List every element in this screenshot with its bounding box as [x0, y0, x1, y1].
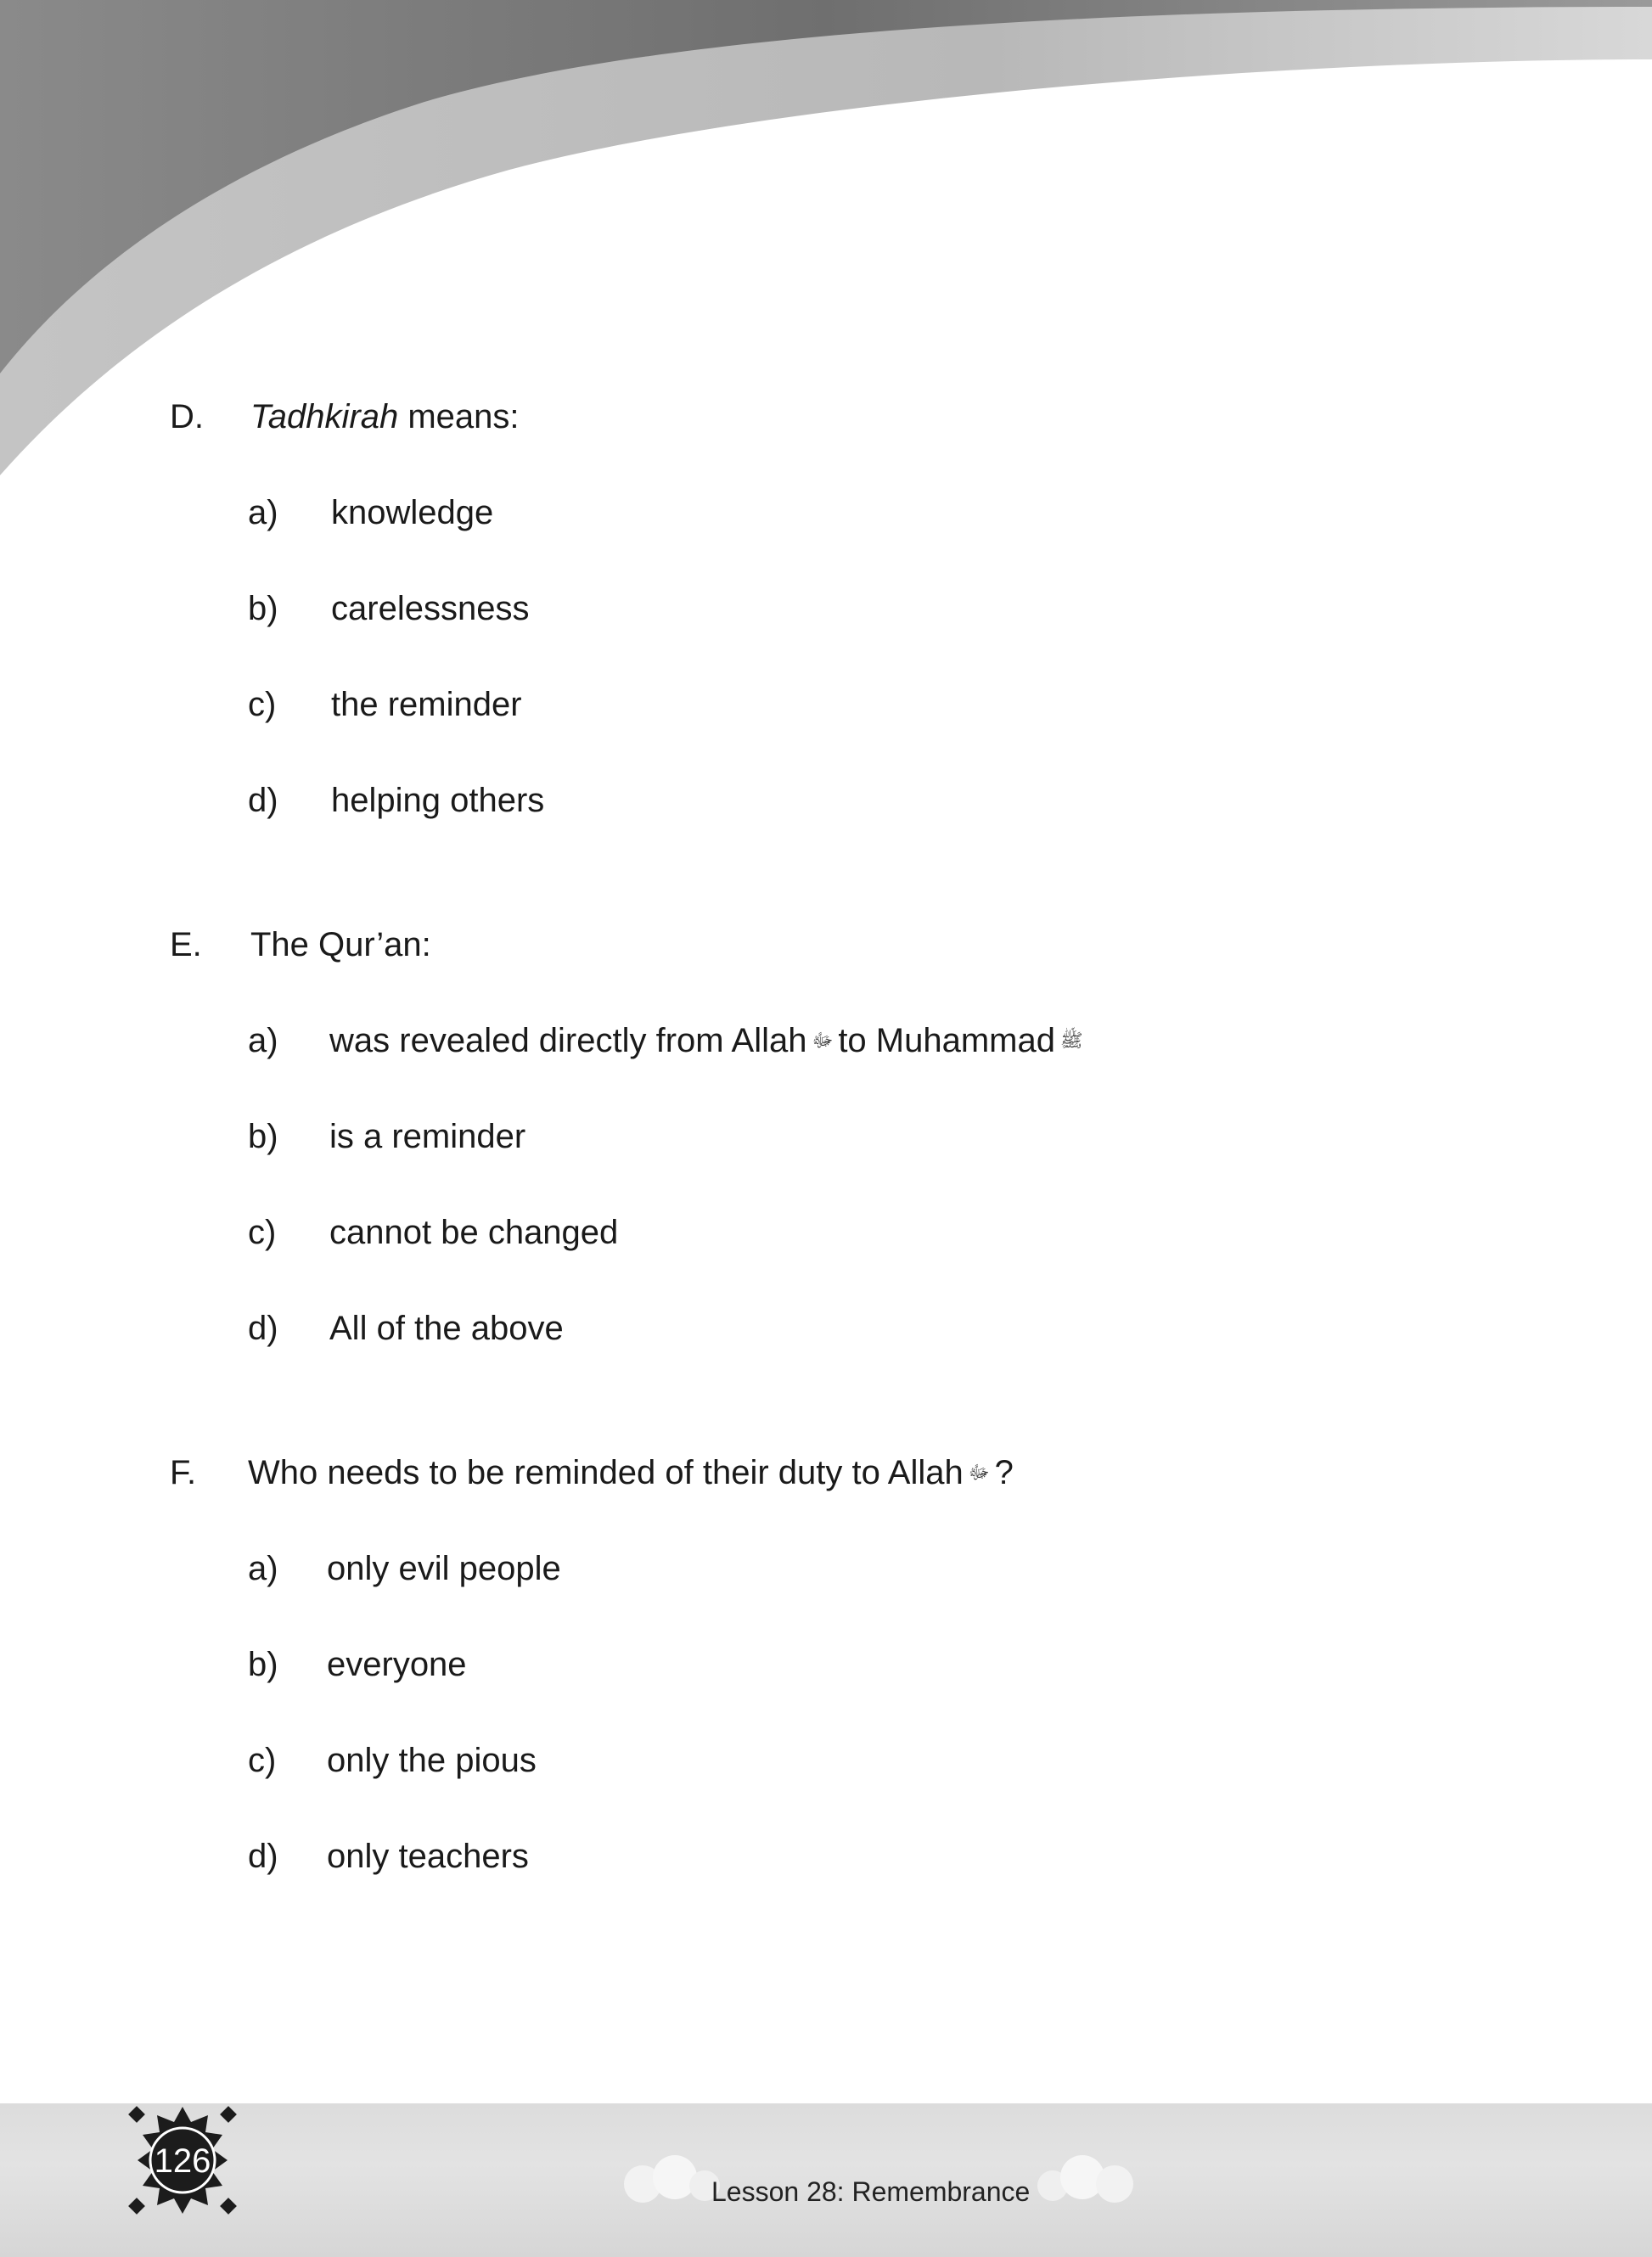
option-letter: c) [248, 1742, 277, 1779]
option-text: only evil people [327, 1550, 561, 1587]
option-letter: b) [248, 1646, 278, 1683]
option-d-c[interactable] [0, 682, 1652, 730]
option-f-c[interactable] [0, 1738, 1652, 1786]
arabic-calligraphy-honorific-icon: ﷻ [812, 1030, 834, 1052]
question-letter: D. [170, 398, 204, 435]
option-text: carelessness [331, 590, 530, 627]
option-d-a[interactable] [0, 491, 1652, 538]
option-e-d[interactable] [0, 1306, 1652, 1354]
option-text: All of the above [329, 1310, 564, 1347]
option-letter: a) [248, 1550, 278, 1587]
question-text [250, 395, 520, 439]
option-text-part: to Muhammad [838, 1022, 1055, 1059]
option-f-d[interactable] [0, 1834, 1652, 1882]
option-e-a[interactable] [0, 1019, 1652, 1066]
option-e-c[interactable] [0, 1210, 1652, 1258]
page-number: 126 [154, 2142, 211, 2180]
option-text: knowledge [331, 494, 494, 531]
option-text: everyone [327, 1646, 467, 1683]
arabic-calligraphy-honorific-icon: ﷻ [968, 1463, 990, 1484]
question-rest: means: [398, 398, 520, 435]
option-letter: d) [248, 1838, 278, 1875]
question-letter: E. [170, 926, 202, 963]
question-text: The Qur’an: [250, 926, 431, 963]
option-text: cannot be changed [329, 1214, 619, 1251]
option-f-b[interactable] [0, 1642, 1652, 1690]
option-text: only teachers [327, 1838, 529, 1875]
arabic-calligraphy-honorific-icon: ﷺ [1059, 1030, 1083, 1052]
option-letter: a) [248, 494, 278, 531]
option-text: is a reminder [329, 1118, 526, 1155]
option-d-b[interactable] [0, 587, 1652, 634]
option-d-d[interactable] [0, 778, 1652, 826]
option-text: helping others [331, 782, 545, 819]
option-text [329, 1019, 1088, 1063]
option-text: only the pious [327, 1742, 537, 1779]
question-text-part: Who needs to be reminded of their duty to Allah [248, 1454, 964, 1491]
lesson-title: Lesson 28: Remembrance [711, 2176, 1031, 2207]
option-letter: c) [248, 1214, 277, 1251]
question-text-end: ? [994, 1454, 1014, 1491]
question-letter: F. [170, 1454, 197, 1491]
option-letter: a) [248, 1022, 278, 1059]
option-text: the reminder [331, 686, 522, 723]
option-letter: b) [248, 1118, 278, 1155]
option-text-part: was revealed directly from Allah [329, 1022, 807, 1059]
option-e-b[interactable] [0, 1114, 1652, 1162]
option-f-a[interactable] [0, 1547, 1652, 1594]
option-letter: d) [248, 782, 278, 819]
question-term: Tadhkirah [250, 398, 399, 435]
question-text [248, 1451, 1014, 1495]
option-letter: d) [248, 1310, 278, 1347]
option-letter: b) [248, 590, 278, 627]
header-swoosh-decoration [0, 0, 1652, 543]
option-letter: c) [248, 686, 277, 723]
